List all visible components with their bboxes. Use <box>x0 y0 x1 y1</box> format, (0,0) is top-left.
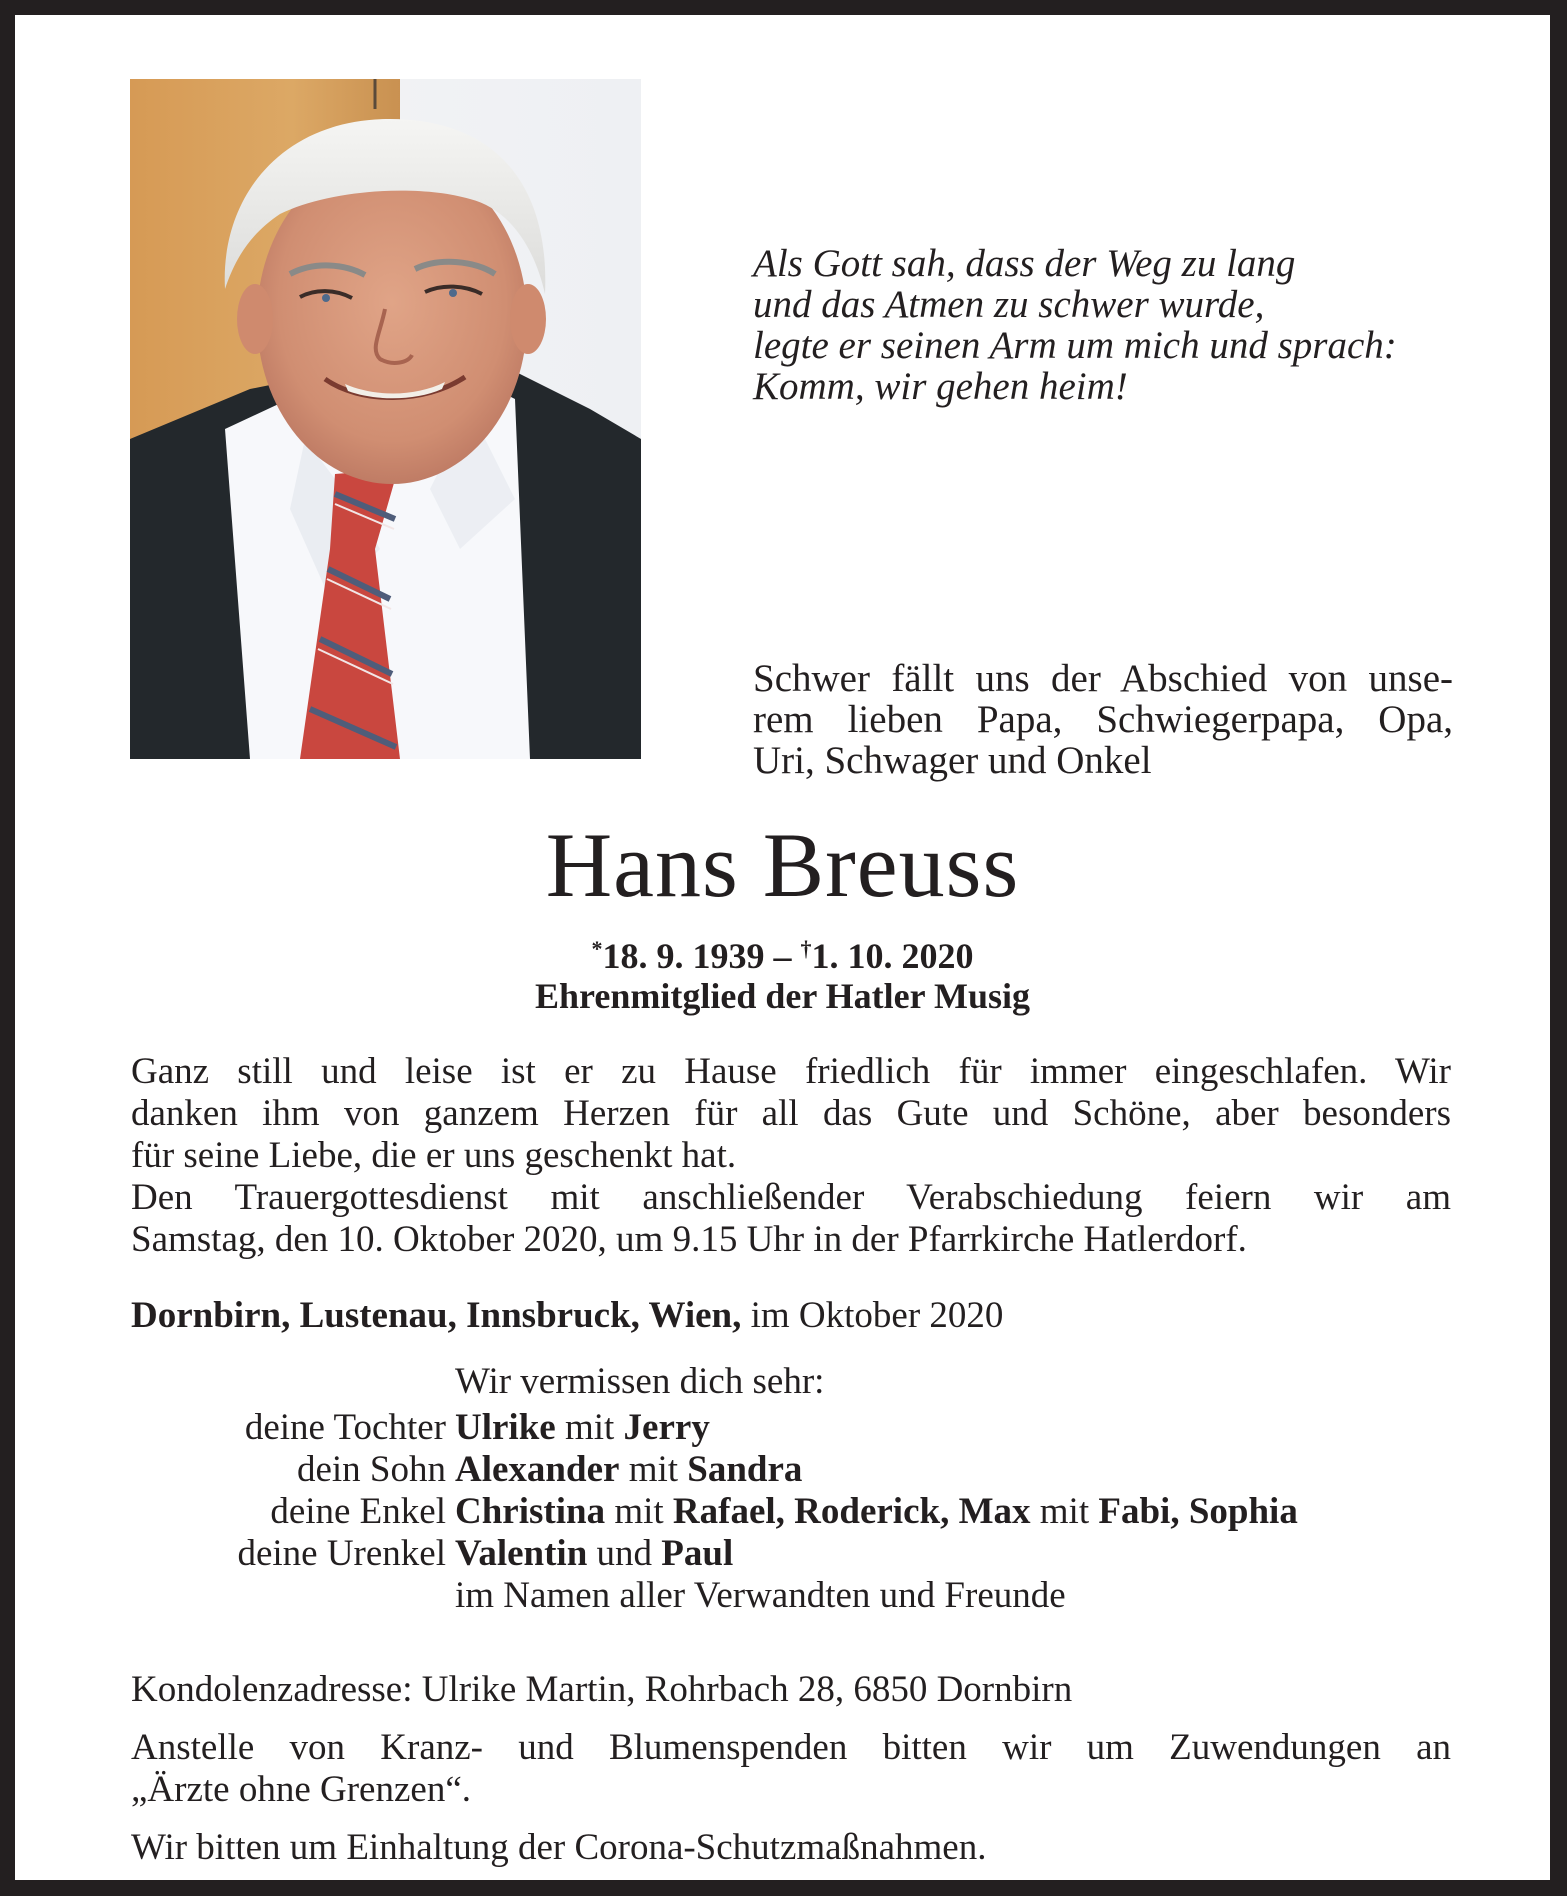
farewell-intro <box>753 658 1453 781</box>
intro-line: Schwer fällt uns der Abschied von unse- <box>753 657 1453 700</box>
obituary-body <box>131 1051 1451 1261</box>
motto-line: Als Gott sah, dass der Weg zu lang <box>753 242 1296 285</box>
donation-line: „Ärzte ohne Grenzen“. <box>131 1769 471 1810</box>
family-member-name: Fabi, Sophia <box>1098 1491 1298 1532</box>
motto-line: legte er seinen Arm um mich und sprach: <box>753 324 1397 367</box>
motto-poem <box>753 243 1473 407</box>
places: Dornbirn, Lustenau, Innsbruck, Wien, <box>131 1295 742 1336</box>
family-members <box>455 1533 733 1575</box>
family-header: Wir vermissen dich sehr: <box>455 1361 825 1402</box>
family-members <box>455 1407 710 1449</box>
family-connector: mit <box>1030 1491 1099 1532</box>
family-connector: mit <box>619 1449 688 1490</box>
family-connector: mit <box>555 1407 624 1448</box>
family-header-row <box>15 1361 1550 1407</box>
body-line: Den Trauergottesdienst mit anschließender Verabschiedung feiern wir am <box>131 1177 1451 1218</box>
family-connector: und <box>587 1533 662 1574</box>
family-closing-row <box>15 1575 1550 1617</box>
family-row <box>15 1491 1550 1533</box>
family-closing: im Namen aller Verwandten und Freunde <box>455 1575 1066 1616</box>
birth-date: 18. 9. 1939 <box>602 936 765 976</box>
family-member-name: Paul <box>661 1533 734 1574</box>
family-row <box>15 1533 1550 1575</box>
family-connector: mit <box>605 1491 673 1532</box>
life-dates <box>15 936 1550 976</box>
notice-date: im Oktober 2020 <box>750 1295 1004 1336</box>
family-member-name: Ulrike <box>455 1407 556 1448</box>
family-row <box>15 1407 1550 1449</box>
place-and-date <box>131 1295 1003 1337</box>
family-members <box>455 1491 1298 1533</box>
intro-line: Uri, Schwager und Onkel <box>753 739 1152 782</box>
body-line: Ganz still und leise ist er zu Hause friedlich für immer eingeschlafen. Wir <box>131 1051 1451 1092</box>
family-relation: deine Urenkel <box>237 1533 446 1574</box>
motto-line: Komm, wir gehen heim! <box>753 365 1128 408</box>
family-member-name: Christina <box>455 1491 606 1532</box>
family-relation: dein Sohn <box>296 1449 446 1490</box>
family-member-name: Rafael, Roderick, Max <box>672 1491 1031 1532</box>
notice-footer <box>131 1669 1451 1869</box>
body-line: danken ihm von ganzem Herzen für all das Gute und Schöne, aber besonders <box>131 1093 1451 1134</box>
family-member-name: Sandra <box>687 1449 803 1490</box>
family-row <box>15 1449 1550 1491</box>
body-line: Samstag, den 10. Oktober 2020, um 9.15 Uhr in der Pfarrkirche Hatlerdorf. <box>131 1219 1247 1260</box>
portrait-image <box>130 79 641 759</box>
death-symbol: † <box>800 936 812 961</box>
body-line: für seine Liebe, die er uns geschenkt hat. <box>131 1135 737 1176</box>
obituary-notice <box>15 15 1550 1880</box>
family-member-name: Jerry <box>623 1407 710 1448</box>
portrait-photo <box>130 79 641 759</box>
family-relation: deine Enkel <box>270 1491 446 1532</box>
death-date: 1. 10. 2020 <box>811 936 974 976</box>
condolence-address: Kondolenzadresse: Ulrike Martin, Rohrbach 28, 6850 Dornbirn <box>131 1669 1073 1710</box>
family-relation: deine Tochter <box>244 1407 446 1448</box>
family-member-name: Alexander <box>455 1449 620 1490</box>
family-list <box>15 1361 1550 1617</box>
date-dash: – <box>764 936 801 976</box>
corona-notice: Wir bitten um Einhaltung der Corona-Schutzmaßnahmen. <box>131 1827 987 1868</box>
intro-line: rem lieben Papa, Schwiegerpapa, Opa, <box>753 698 1453 741</box>
donation-line: Anstelle von Kranz- und Blumenspenden bitten wir um Zuwendungen an <box>131 1727 1451 1768</box>
birth-symbol: * <box>591 936 603 961</box>
motto-line: und das Atmen zu schwer wurde, <box>753 283 1265 326</box>
honorary-title: Ehrenmitglied der Hatler Musig <box>535 976 1030 1016</box>
family-members <box>455 1449 802 1491</box>
family-member-name: Valentin <box>455 1533 588 1574</box>
deceased-name: Hans Breuss <box>545 814 1020 916</box>
